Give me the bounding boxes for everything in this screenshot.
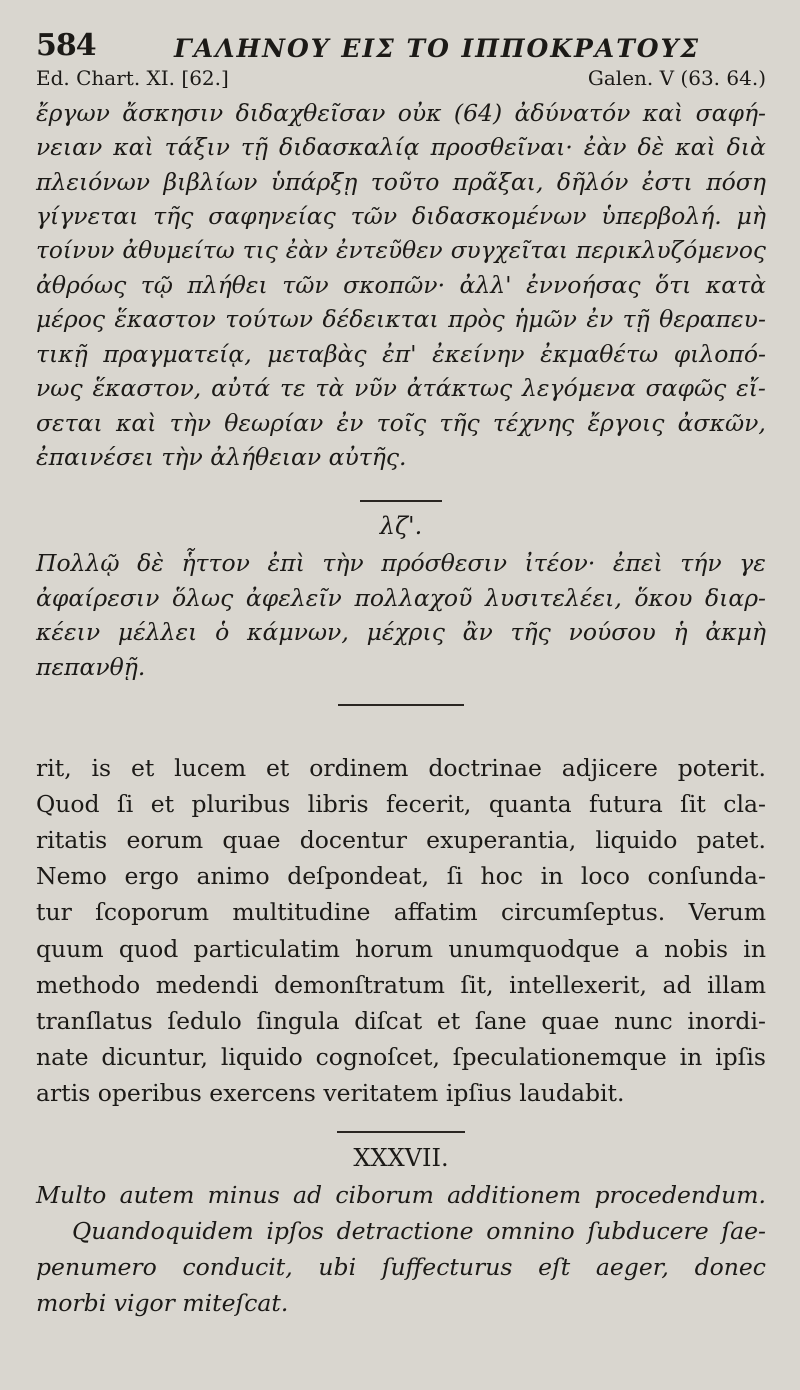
text-line: πεπανθῇ.	[36, 652, 146, 681]
text-line: ἀθρόως τῷ πλήθει τῶν σκοπῶν· ἀλλ' ἐννοήσας ὅτι κατὰ	[36, 271, 766, 300]
running-title: ΓΑΛΗΝΟΥ ΕΙΣ ΤΟ ΙΠΠΟΚΡΑΤΟΥΣ	[174, 34, 701, 63]
latin-translation-text	[36, 750, 766, 1111]
text-line: ritatis eorum quae docentur exuperantia, liquido patet.	[36, 826, 766, 855]
text-line: τοίνυν ἀθυμείτω τις ἐὰν ἐντεῦθεν συγχεῖται περικλυζόμενος	[36, 236, 766, 264]
text-line: nate dicuntur, liquido cognoſcet, ſpeculationemque in ipſis	[36, 1042, 766, 1071]
page-number: 584	[36, 28, 96, 63]
latin-aphorism-number: XXXVII.	[353, 1144, 449, 1173]
chartier-edition-reference: Ed. Chart. XI. [62.]	[36, 66, 229, 90]
section-divider	[338, 704, 464, 706]
text-line: Multo autem minus ad ciborum additionem procedendum.	[36, 1181, 766, 1210]
text-line: Nemo ergo animo deſpondeat, ſi hoc in loco conſunda-	[36, 862, 766, 891]
greek-aphorism-number: λζ'.	[379, 512, 423, 541]
text-line: πλειόνων βιβλίων ὑπάρξῃ τοῦτο πρᾶξαι, δῆλόν ἐστι πόση	[36, 167, 766, 196]
text-line: tranſlatus ſedulo ſingula diſcat et ſane quae nunc inordi-	[36, 1006, 766, 1035]
text-line: ἀφαίρεσιν ὅλως ἀφελεῖν πολλαχοῦ λυσιτελέει, ὅκου διαρ-	[36, 583, 766, 612]
edition-reference-line	[36, 66, 766, 96]
greek-commentary-text	[36, 96, 766, 474]
section-divider	[337, 1131, 465, 1133]
text-line: κέειν μέλλει ὁ κάμνων, μέχρις ἂν τῆς νούσου ἡ ἀκμὴ	[36, 618, 766, 647]
running-head	[36, 28, 766, 66]
latin-aphorism-text	[36, 1177, 766, 1321]
text-line: tur ſcoporum multitudine affatim circumſeptus. Verum	[36, 898, 766, 927]
text-line: rit, is et lucem et ordinem doctrinae adjicere poterit.	[36, 754, 766, 783]
section-divider	[360, 500, 442, 502]
text-line: τικῇ πραγματείᾳ, μεταβὰς ἐπ' ἐκείνην ἐκμαθέτω φιλοπό-	[36, 339, 766, 368]
text-line: quum quod particulatim horum unumquodque a nobis in	[36, 934, 766, 963]
text-line: artis operibus exercens veritatem ipſius laudabit.	[36, 1078, 625, 1107]
text-line: ἐπαινέσει τὴν ἀλήθειαν αὐτῆς.	[36, 443, 407, 472]
text-line: νειαν καὶ τάξιν τῇ διδασκαλίᾳ προσθεῖναι· ἐὰν δὲ καὶ διὰ	[36, 133, 766, 162]
text-line: νως ἕκαστον, αὐτά τε τὰ νῦν ἀτάκτως λεγόμενα σαφῶς εἴ-	[36, 374, 766, 403]
greek-aphorism-text	[36, 546, 766, 684]
text-line: Quod ſi et pluribus libris fecerit, quanta futura ſit cla-	[36, 790, 766, 819]
text-line: Πολλῷ δὲ ἧττον ἐπὶ τὴν πρόσθεσιν ἰτέον· ἐπεὶ τήν γε	[36, 549, 766, 578]
kuehn-edition-reference: Galen. V (63. 64.)	[587, 66, 766, 90]
text-line: morbi vigor miteſcat.	[36, 1289, 289, 1318]
text-line: Quandoquidem ipſos detractione omnino ſubducere ſae-	[72, 1217, 766, 1246]
text-line: μέρος ἕκαστον τούτων δέδεικται πρὸς ἡμῶν ἐν τῇ θεραπευ-	[36, 305, 766, 334]
text-line: σεται καὶ τὴν θεωρίαν ἐν τοῖς τῆς τέχνης ἔργοις ἀσκῶν,	[36, 408, 766, 437]
text-line: penumero conducit, ubi ſuffecturus eſt aeger, donec	[36, 1253, 766, 1282]
text-line: ἔργων ἄσκησιν διδαχθεῖσαν οὐκ (64) ἀδύνατόν καὶ σαφή-	[36, 99, 766, 127]
text-line: methodo medendi demonſtratum ſit, intellexerit, ad illam	[36, 970, 766, 999]
text-line: γίγνεται τῆς σαφηνείας τῶν διδασκομένων ὑπερβολή. μὴ	[36, 202, 766, 231]
